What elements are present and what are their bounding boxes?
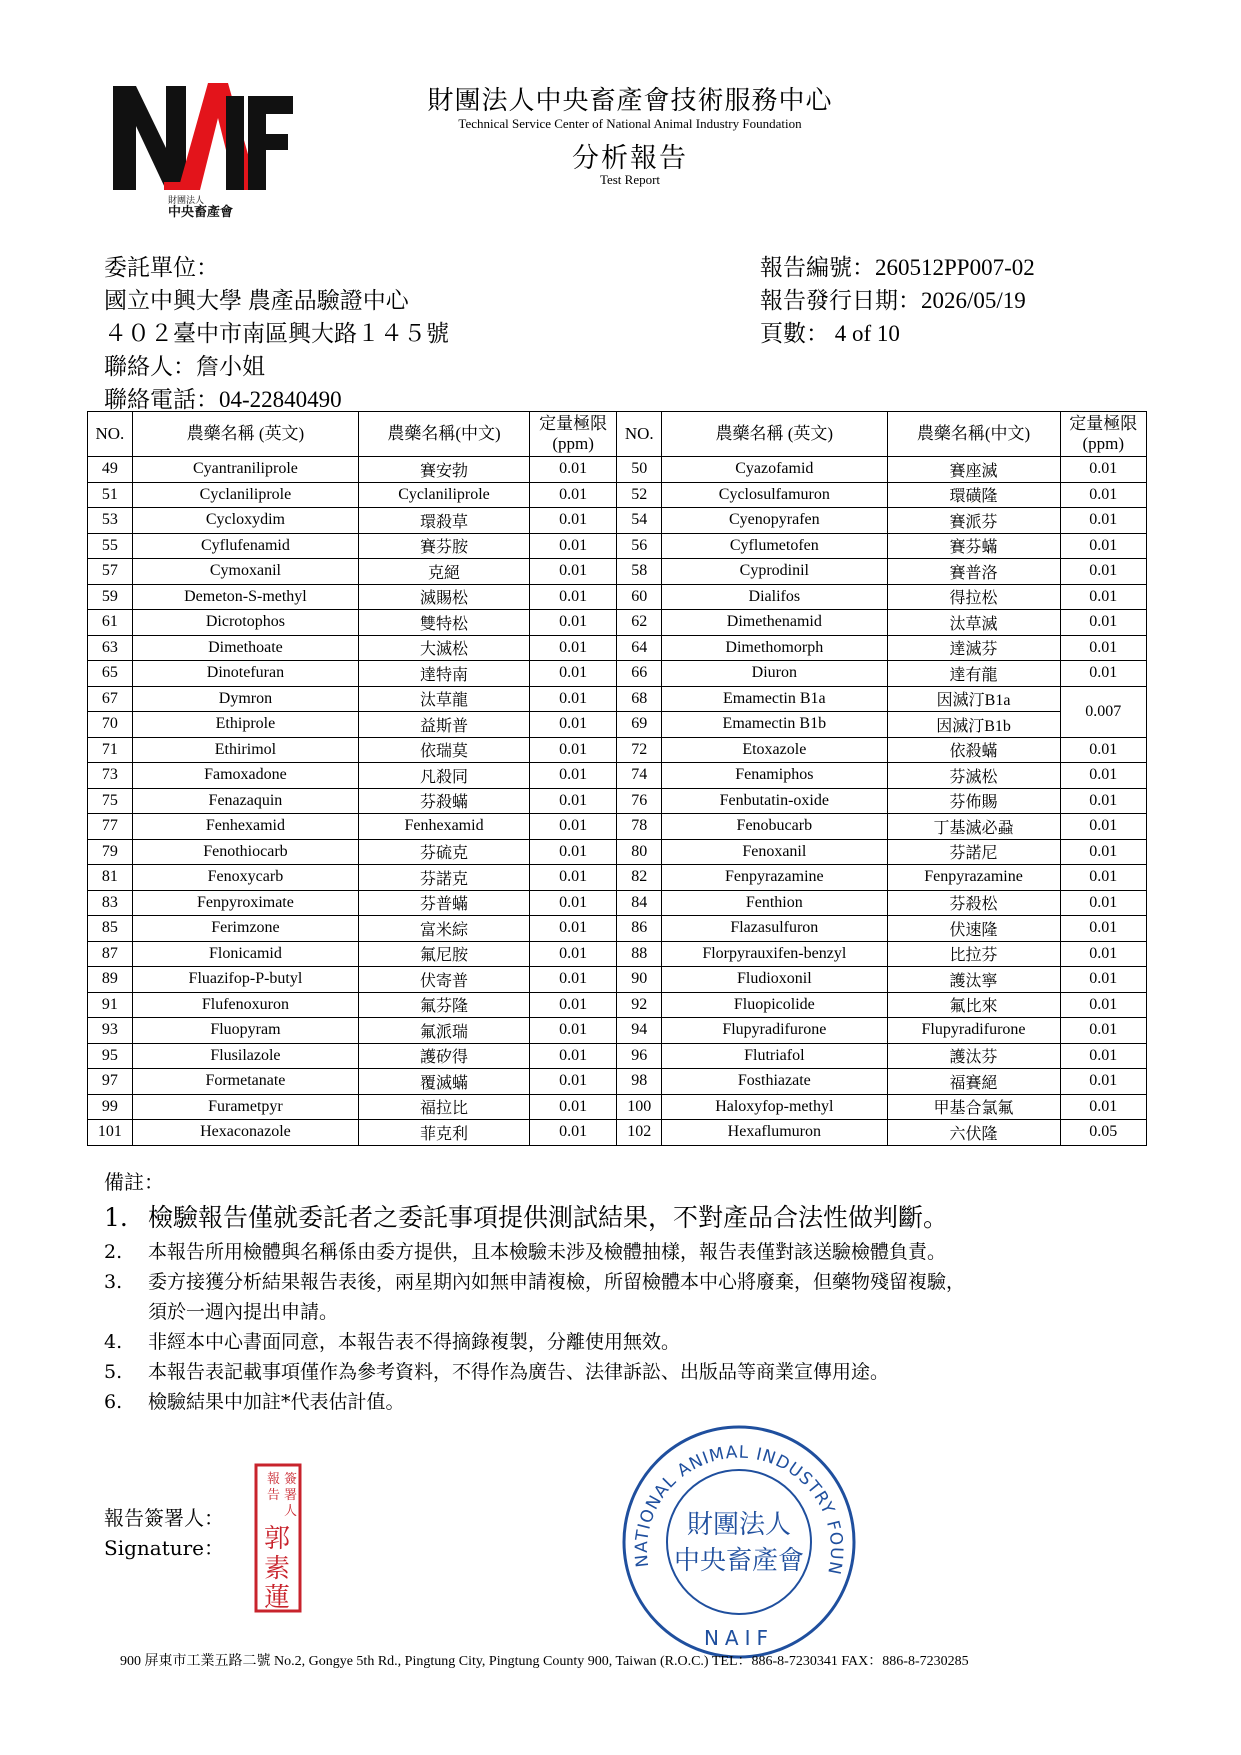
cell-name-en: Cyazofamid (662, 457, 887, 483)
cell-limit: 0.01 (529, 610, 616, 636)
svg-text:郭: 郭 (264, 1524, 291, 1554)
cell-limit: 0.01 (529, 508, 616, 534)
cell-limit: 0.01 (1060, 661, 1146, 687)
cell-name-en: Cyantraniliprole (132, 457, 358, 483)
cell-name-en: Fenthion (662, 890, 887, 916)
cell-name-cn: 甲基合氯氟 (887, 1094, 1060, 1120)
svg-text:中央畜產會: 中央畜產會 (673, 1546, 805, 1576)
cell-no: 102 (617, 1120, 662, 1146)
svg-text:財團法人: 財團法人 (686, 1510, 792, 1540)
table-row (88, 737, 1147, 763)
cell-limit: 0.01 (529, 635, 616, 661)
cell-limit: 0.007 (1060, 686, 1146, 737)
cell-name-en: Haloxyfop-methyl (662, 1094, 887, 1120)
cell-no: 50 (617, 457, 662, 483)
cell-limit: 0.01 (1060, 533, 1146, 559)
cell-no: 73 (88, 763, 133, 789)
table-row (88, 1069, 1147, 1095)
cell-no: 66 (617, 661, 662, 687)
svg-text:告: 告 (267, 1488, 281, 1503)
footer-address: 900 屏東市工業五路二號 No.2, Gongye 5th Rd., Pingtung City, Pingtung County 900, Taiwan (R.O.C.) TEL：886-8-7230341 FAX：886-8-7230285 (120, 1654, 969, 1669)
cell-no: 83 (88, 890, 133, 916)
cell-name-cn: 氟尼胺 (359, 941, 530, 967)
cell-name-cn: Flupyradifurone (887, 1018, 1060, 1044)
cell-limit: 0.01 (1060, 457, 1146, 483)
cell-no: 96 (617, 1043, 662, 1069)
cell-name-cn: 六伏隆 (887, 1120, 1060, 1146)
cell-name-cn: 氟芬隆 (359, 992, 530, 1018)
cell-name-en: Fenamiphos (662, 763, 887, 789)
cell-no: 51 (88, 482, 133, 508)
cell-name-en: Flufenoxuron (132, 992, 358, 1018)
cell-no: 79 (88, 839, 133, 865)
pesticide-table (87, 411, 1147, 1146)
cell-name-en: Hexaconazole (132, 1120, 358, 1146)
cell-no: 91 (88, 992, 133, 1018)
cell-name-cn: 雙特松 (359, 610, 530, 636)
report-title-cn: 分析報告 (572, 143, 688, 174)
cell-no: 52 (617, 482, 662, 508)
cell-limit: 0.01 (529, 686, 616, 712)
cell-no: 55 (88, 533, 133, 559)
cell-name-cn: 滅賜松 (359, 584, 530, 610)
cell-name-en: Dimethenamid (662, 610, 887, 636)
cell-no: 62 (617, 610, 662, 636)
cell-name-cn: Fenhexamid (359, 814, 530, 840)
cell-no: 69 (617, 712, 662, 738)
cell-name-en: Cyflufenamid (132, 533, 358, 559)
table-row (88, 916, 1147, 942)
svg-text:署: 署 (284, 1488, 298, 1503)
svg-text:簽: 簽 (284, 1472, 298, 1487)
table-row (88, 967, 1147, 993)
note-item-continued: 須於一週內提出申請。 (148, 1301, 339, 1323)
cell-no: 94 (617, 1018, 662, 1044)
cell-name-en: Cyclosulfamuron (662, 482, 887, 508)
cell-name-cn: 因滅汀B1b (887, 712, 1060, 738)
cell-name-cn: 賽座滅 (887, 457, 1060, 483)
client-label: 委託單位： (104, 255, 219, 280)
table-row (88, 559, 1147, 585)
table-row (88, 635, 1147, 661)
cell-name-en: Cymoxanil (132, 559, 358, 585)
cell-no: 99 (88, 1094, 133, 1120)
cell-no: 92 (617, 992, 662, 1018)
cell-name-en: Cyclaniliprole (132, 482, 358, 508)
cell-no: 85 (88, 916, 133, 942)
org-name-en: Technical Service Center of National Animal Industry Foundation (458, 116, 802, 131)
cell-name-cn: 大滅松 (359, 635, 530, 661)
cell-name-cn: 達滅芬 (887, 635, 1060, 661)
cell-name-cn: 汰草龍 (359, 686, 530, 712)
cell-name-en: Flusilazole (132, 1043, 358, 1069)
foundation-seal (620, 1423, 858, 1661)
cell-name-en: Ethirimol (132, 737, 358, 763)
cell-limit: 0.01 (529, 584, 616, 610)
cell-name-en: Dicrotophos (132, 610, 358, 636)
cell-no: 88 (617, 941, 662, 967)
cell-name-cn: 達有龍 (887, 661, 1060, 687)
cell-limit: 0.01 (529, 482, 616, 508)
logo-sub: 中央畜產會 (168, 205, 234, 218)
cell-limit: 0.01 (1060, 839, 1146, 865)
table-body (88, 457, 1147, 1146)
cell-no: 67 (88, 686, 133, 712)
cell-name-cn: 氟派瑞 (359, 1018, 530, 1044)
report-date: 報告發行日期：2026/05/19 (760, 288, 1026, 313)
cell-no: 58 (617, 559, 662, 585)
cell-name-en: Flazasulfuron (662, 916, 887, 942)
cell-name-cn: 芬諾尼 (887, 839, 1060, 865)
table-row (88, 839, 1147, 865)
cell-no: 84 (617, 890, 662, 916)
cell-no: 82 (617, 865, 662, 891)
cell-no: 80 (617, 839, 662, 865)
table-row (88, 457, 1147, 483)
cell-limit: 0.01 (529, 865, 616, 891)
cell-limit: 0.01 (1060, 941, 1146, 967)
cell-limit: 0.01 (529, 737, 616, 763)
cell-limit: 0.01 (1060, 610, 1146, 636)
cell-name-en: Formetanate (132, 1069, 358, 1095)
table-row (88, 788, 1147, 814)
table-row (88, 814, 1147, 840)
cell-no: 90 (617, 967, 662, 993)
table-row (88, 712, 1147, 738)
cell-limit: 0.01 (529, 763, 616, 789)
note-item: 6. 檢驗結果中加註*代表估計值。 (104, 1391, 405, 1413)
cell-no: 89 (88, 967, 133, 993)
cell-name-cn: 芬滅松 (887, 763, 1060, 789)
cell-name-cn: 汰草滅 (887, 610, 1060, 636)
naif-logo (108, 78, 298, 218)
cell-name-en: Flutriafol (662, 1043, 887, 1069)
header-name-en: 農藥名稱 (英文) (132, 412, 358, 457)
cell-name-en: Ferimzone (132, 916, 358, 942)
header-name-cn: 農藥名稱(中文) (359, 412, 530, 457)
cell-no: 95 (88, 1043, 133, 1069)
table-row (88, 508, 1147, 534)
cell-limit: 0.01 (529, 1094, 616, 1120)
cell-no: 74 (617, 763, 662, 789)
cell-name-cn: 依瑞莫 (359, 737, 530, 763)
cell-name-cn: Cyclaniliprole (359, 482, 530, 508)
header-no: NO. (88, 412, 133, 457)
client-phone: 聯絡電話：04-22840490 (104, 387, 342, 412)
header-limit: 定量極限 (ppm) (1060, 412, 1146, 457)
cell-limit: 0.01 (1060, 788, 1146, 814)
cell-name-cn: Fenpyrazamine (887, 865, 1060, 891)
cell-name-en: Fluopyram (132, 1018, 358, 1044)
cell-name-en: Dimethomorph (662, 635, 887, 661)
cell-no: 53 (88, 508, 133, 534)
signature-stamp (254, 1463, 302, 1613)
cell-no: 98 (617, 1069, 662, 1095)
cell-no: 81 (88, 865, 133, 891)
report-title-en: Test Report (599, 172, 661, 187)
cell-name-en: Dialifos (662, 584, 887, 610)
cell-name-cn: 伏寄普 (359, 967, 530, 993)
notes-section (104, 1166, 1164, 1417)
cell-limit: 0.01 (529, 661, 616, 687)
note-item: 5. 本報告表記載事項僅作為參考資料，不得作為廣告、法律訴訟、出版品等商業宣傳用途。 (104, 1361, 890, 1383)
cell-name-cn: 得拉松 (887, 584, 1060, 610)
cell-name-en: Flonicamid (132, 941, 358, 967)
cell-name-cn: 因滅汀B1a (887, 686, 1060, 712)
cell-name-en: Fluopicolide (662, 992, 887, 1018)
cell-name-cn: 護汰芬 (887, 1043, 1060, 1069)
table-header-row (88, 412, 1147, 457)
cell-limit: 0.01 (1060, 737, 1146, 763)
table-row (88, 533, 1147, 559)
org-name-cn: 財團法人中央畜產會技術服務中心 (427, 86, 833, 116)
cell-no: 49 (88, 457, 133, 483)
cell-limit: 0.01 (1060, 967, 1146, 993)
cell-name-cn: 覆滅蟎 (359, 1069, 530, 1095)
cell-limit: 0.01 (529, 533, 616, 559)
cell-name-cn: 賽普洛 (887, 559, 1060, 585)
cell-name-en: Etoxazole (662, 737, 887, 763)
client-contact: 聯絡人：詹小姐 (104, 354, 265, 379)
cell-no: 100 (617, 1094, 662, 1120)
cell-limit: 0.01 (529, 559, 616, 585)
cell-name-cn: 伏速隆 (887, 916, 1060, 942)
svg-text:人: 人 (284, 1504, 298, 1519)
svg-text:NATIONAL ANIMAL INDUSTRY FOUND: NATIONAL ANIMAL INDUSTRY FOUN (631, 1442, 847, 1577)
cell-name-cn: 凡殺同 (359, 763, 530, 789)
cell-no: 78 (617, 814, 662, 840)
cell-name-cn: 益斯普 (359, 712, 530, 738)
cell-name-cn: 賽芬蟎 (887, 533, 1060, 559)
cell-name-en: Demeton-S-methyl (132, 584, 358, 610)
table-row (88, 890, 1147, 916)
cell-name-en: Dymron (132, 686, 358, 712)
cell-name-en: Fenoxanil (662, 839, 887, 865)
cell-name-en: Emamectin B1a (662, 686, 887, 712)
header-name-en: 農藥名稱 (英文) (662, 412, 887, 457)
signature-label-en: Signature： (104, 1536, 225, 1560)
cell-limit: 0.01 (1060, 508, 1146, 534)
cell-limit: 0.01 (1060, 1094, 1146, 1120)
cell-no: 86 (617, 916, 662, 942)
cell-no: 93 (88, 1018, 133, 1044)
note-item: 4. 非經本中心書面同意，本報告表不得摘錄複製，分離使用無效。 (104, 1331, 681, 1353)
cell-no: 76 (617, 788, 662, 814)
table-row (88, 661, 1147, 687)
cell-no: 71 (88, 737, 133, 763)
cell-no: 72 (617, 737, 662, 763)
cell-name-cn: 菲克利 (359, 1120, 530, 1146)
cell-name-cn: 芬殺松 (887, 890, 1060, 916)
cell-name-en: Fosthiazate (662, 1069, 887, 1095)
cell-limit: 0.01 (1060, 814, 1146, 840)
cell-limit: 0.01 (1060, 1018, 1146, 1044)
cell-limit: 0.01 (529, 992, 616, 1018)
cell-no: 75 (88, 788, 133, 814)
cell-limit: 0.01 (529, 788, 616, 814)
header-no: NO. (617, 412, 662, 457)
header-limit: 定量極限 (ppm) (529, 412, 616, 457)
cell-limit: 0.01 (1060, 482, 1146, 508)
cell-limit: 0.01 (1060, 763, 1146, 789)
svg-text:報: 報 (267, 1472, 281, 1487)
cell-name-cn: 賽芬胺 (359, 533, 530, 559)
cell-name-cn: 芬硫克 (359, 839, 530, 865)
svg-text:素: 素 (264, 1554, 291, 1584)
cell-name-en: Cycloxydim (132, 508, 358, 534)
report-number: 報告編號：260512PP007-02 (760, 255, 1035, 280)
cell-limit: 0.01 (529, 916, 616, 942)
note-item: 2. 本報告所用檢體與名稱係由委方提供，且本檢驗未涉及檢體抽樣，報告表僅對該送驗檢體負責。 (104, 1241, 947, 1263)
table-row (88, 763, 1147, 789)
report-info (760, 251, 1035, 350)
table-row (88, 584, 1147, 610)
note-item: 3. 委方接獲分析結果報告表後，兩星期內如無申請複檢，所留檢體本中心將廢棄，但藥物殘留複驗， (104, 1271, 966, 1293)
cell-name-cn: 護矽得 (359, 1043, 530, 1069)
cell-name-en: Cyprodinil (662, 559, 887, 585)
cell-name-cn: 福賽絕 (887, 1069, 1060, 1095)
cell-limit: 0.01 (1060, 559, 1146, 585)
cell-no: 68 (617, 686, 662, 712)
cell-name-en: Fenazaquin (132, 788, 358, 814)
cell-name-en: Florpyrauxifen-benzyl (662, 941, 887, 967)
cell-name-en: Fenbutatin-oxide (662, 788, 887, 814)
cell-no: 54 (617, 508, 662, 534)
cell-name-cn: 福拉比 (359, 1094, 530, 1120)
cell-name-cn: 達特南 (359, 661, 530, 687)
cell-limit: 0.01 (1060, 635, 1146, 661)
svg-text:蓮: 蓮 (264, 1583, 291, 1613)
cell-limit: 0.01 (529, 712, 616, 738)
cell-name-en: Fenothiocarb (132, 839, 358, 865)
cell-name-cn: 富米綜 (359, 916, 530, 942)
cell-no: 65 (88, 661, 133, 687)
cell-name-en: Fenobucarb (662, 814, 887, 840)
cell-no: 77 (88, 814, 133, 840)
cell-name-en: Ethiprole (132, 712, 358, 738)
cell-limit: 0.01 (1060, 1069, 1146, 1095)
cell-name-en: Famoxadone (132, 763, 358, 789)
cell-name-cn: 丁基滅必蝨 (887, 814, 1060, 840)
cell-name-en: Emamectin B1b (662, 712, 887, 738)
cell-name-cn: 比拉芬 (887, 941, 1060, 967)
cell-name-en: Flupyradifurone (662, 1018, 887, 1044)
cell-no: 60 (617, 584, 662, 610)
cell-limit: 0.01 (1060, 890, 1146, 916)
cell-name-cn: 賽安勃 (359, 457, 530, 483)
table-row (88, 865, 1147, 891)
cell-limit: 0.01 (529, 1043, 616, 1069)
cell-name-en: Fenhexamid (132, 814, 358, 840)
cell-name-en: Cyenopyrafen (662, 508, 887, 534)
cell-name-en: Fenoxycarb (132, 865, 358, 891)
cell-name-en: Dinotefuran (132, 661, 358, 687)
cell-name-en: Diuron (662, 661, 887, 687)
cell-no: 61 (88, 610, 133, 636)
cell-no: 57 (88, 559, 133, 585)
svg-text:NAIF: NAIF (703, 1626, 775, 1650)
cell-no: 70 (88, 712, 133, 738)
cell-limit: 0.01 (1060, 992, 1146, 1018)
cell-name-en: Fenpyroximate (132, 890, 358, 916)
cell-name-en: Fenpyrazamine (662, 865, 887, 891)
cell-name-cn: 環殺草 (359, 508, 530, 534)
cell-limit: 0.01 (1060, 584, 1146, 610)
cell-no: 64 (617, 635, 662, 661)
cell-no: 87 (88, 941, 133, 967)
cell-limit: 0.01 (1060, 916, 1146, 942)
cell-name-en: Fluazifop-P-butyl (132, 967, 358, 993)
signature-label-cn: 報告簽署人： (104, 1506, 224, 1530)
cell-limit: 0.01 (529, 890, 616, 916)
cell-name-cn: 依殺蟎 (887, 737, 1060, 763)
signature-block (104, 1503, 224, 1563)
cell-limit: 0.01 (529, 1120, 616, 1146)
cell-limit: 0.01 (529, 457, 616, 483)
table-row (88, 1094, 1147, 1120)
cell-name-cn: 芬殺蟎 (359, 788, 530, 814)
cell-limit: 0.01 (1060, 865, 1146, 891)
client-address: ４０２臺中市南區興大路１４５號 (104, 321, 449, 346)
cell-limit: 0.05 (1060, 1120, 1146, 1146)
cell-name-cn: 芬普蟎 (359, 890, 530, 916)
cell-limit: 0.01 (529, 839, 616, 865)
table-row (88, 1018, 1147, 1044)
cell-no: 59 (88, 584, 133, 610)
table-row (88, 992, 1147, 1018)
cell-limit: 0.01 (529, 967, 616, 993)
cell-name-cn: 芬佈賜 (887, 788, 1060, 814)
cell-name-en: Fludioxonil (662, 967, 887, 993)
cell-no: 63 (88, 635, 133, 661)
cell-name-en: Cyflumetofen (662, 533, 887, 559)
logo-sub-small: 財團法人 (168, 196, 205, 206)
cell-limit: 0.01 (529, 1069, 616, 1095)
table-row (88, 686, 1147, 712)
table-row (88, 610, 1147, 636)
cell-name-cn: 克絕 (359, 559, 530, 585)
notes-title: 備註： (104, 1170, 164, 1194)
cell-name-cn: 芬諾克 (359, 865, 530, 891)
cell-limit: 0.01 (529, 814, 616, 840)
cell-name-cn: 護汰寧 (887, 967, 1060, 993)
cell-limit: 0.01 (1060, 1043, 1146, 1069)
cell-name-en: Dimethoate (132, 635, 358, 661)
cell-name-cn: 氟比來 (887, 992, 1060, 1018)
cell-limit: 0.01 (529, 941, 616, 967)
cell-name-cn: 賽派芬 (887, 508, 1060, 534)
cell-name-en: Furametpyr (132, 1094, 358, 1120)
header-name-cn: 農藥名稱(中文) (887, 412, 1060, 457)
cell-limit: 0.01 (529, 1018, 616, 1044)
client-info (104, 251, 449, 416)
cell-name-cn: 環磺隆 (887, 482, 1060, 508)
cell-no: 101 (88, 1120, 133, 1146)
table-row (88, 482, 1147, 508)
cell-name-en: Hexaflumuron (662, 1120, 887, 1146)
table-row (88, 941, 1147, 967)
note-item: 1. 檢驗報告僅就委託者之委託事項提供測試結果，不對產品合法性做判斷。 (104, 1203, 949, 1232)
client-name: 國立中興大學 農產品驗證中心 (104, 288, 409, 313)
table-row (88, 1043, 1147, 1069)
cell-no: 97 (88, 1069, 133, 1095)
report-pages: 頁數： 4 of 10 (760, 321, 900, 346)
cell-no: 56 (617, 533, 662, 559)
table-row (88, 1120, 1147, 1146)
